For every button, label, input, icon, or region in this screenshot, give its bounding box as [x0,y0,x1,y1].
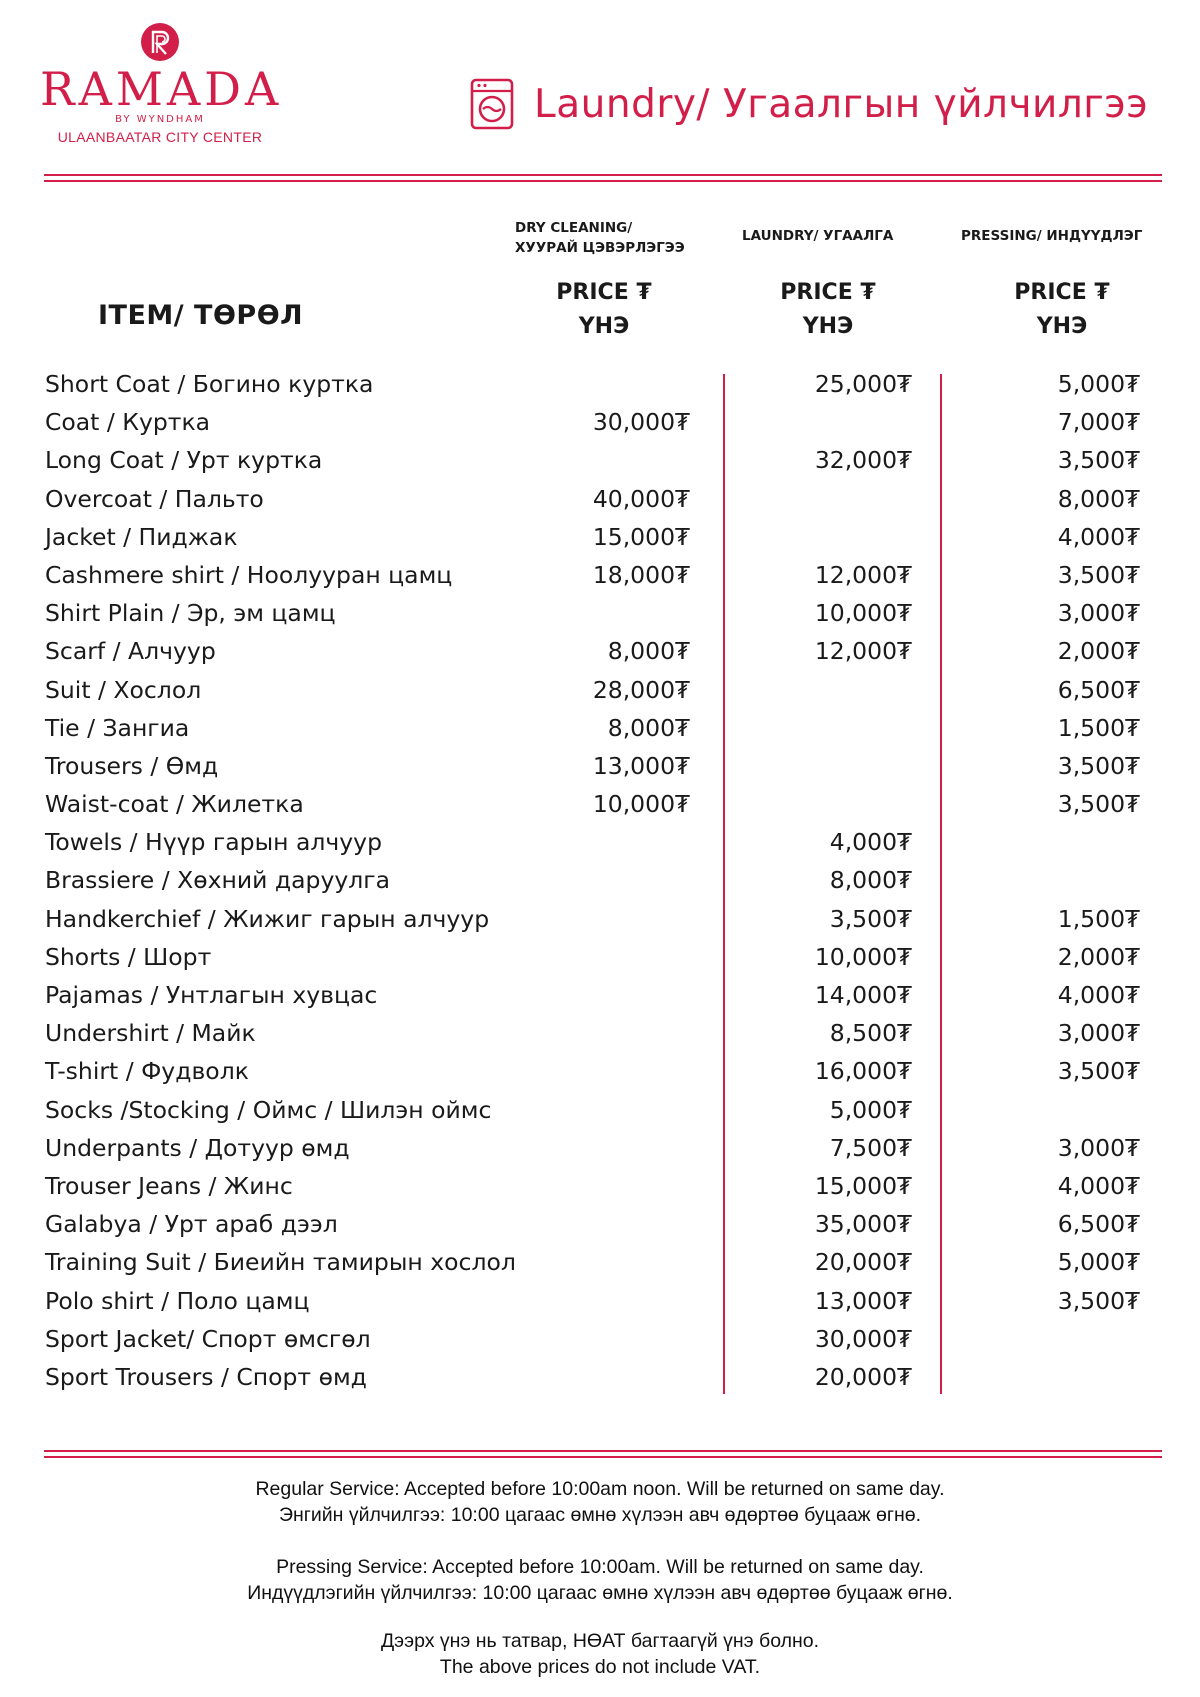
table-row [45,824,1165,862]
price-header-pressing [982,276,1142,344]
pressing-price: 1,500₮ [1057,713,1140,742]
col-header-dry-cleaning [515,218,685,258]
table-row [45,939,1165,977]
dry-cleaning-price: 13,000₮ [592,751,690,780]
laundry-price: 8,000₮ [829,866,912,895]
pressing-price: 2,000₮ [1057,942,1140,971]
pressing-price: 3,500₮ [1057,446,1140,475]
pressing-price: 8,000₮ [1057,484,1140,513]
table-row [45,748,1165,786]
page-title: Laundry/ Угаалгын үйлчилгээ [534,81,1149,127]
laundry-price: 30,000₮ [814,1324,912,1353]
item-name: Suit / Хослол [45,675,202,704]
item-name: Cashmere shirt / Ноолууран цамц [45,560,453,589]
pressing-price: 3,500₮ [1057,1057,1140,1086]
laundry-price: 15,000₮ [814,1171,912,1200]
item-name: Shorts / Шорт [45,942,212,971]
washing-machine-icon [470,78,514,130]
table-row [45,786,1165,824]
laundry-price: 32,000₮ [814,446,912,475]
laundry-price: 10,000₮ [814,599,912,628]
vat-note-mn: Дээрх үнэ нь татвар, НӨАТ багтаагүй үнэ болно. [380,1630,820,1652]
footer-divider-bottom [44,1456,1162,1458]
dry-cleaning-price: 8,000₮ [607,713,690,742]
price-label-mn: ҮНЭ [1036,314,1088,339]
item-name: Shirt Plain / Эр, эм цамц [45,599,336,628]
pressing-price: 6,500₮ [1057,1210,1140,1239]
table-row [45,519,1165,557]
item-name: Sport Jacket/ Спорт өмсгөл [45,1324,371,1353]
price-label: PRICE ₮ [780,280,876,305]
ramada-emblem-icon [140,20,180,64]
vat-note-en: The above prices do not include VAT. [439,1656,761,1678]
pressing-price: 3,000₮ [1057,1133,1140,1162]
dry-cleaning-price: 18,000₮ [592,560,690,589]
pressing-price: 5,000₮ [1057,370,1140,398]
table-row [45,1283,1165,1321]
item-name: Waist-coat / Жилетка [45,790,304,819]
table-row [45,1130,1165,1168]
header-divider-bottom [44,180,1162,182]
pressing-service-note [0,1554,1200,1606]
col-header-pressing: PRESSING/ ИНДҮҮДЛЭГ [961,228,1143,244]
item-name: Towels / Нүүр гарын алчуур [45,828,383,857]
price-table [45,366,1165,1397]
brand-name: RAMADA [40,62,283,116]
item-name: Training Suit / Биеийн тамирын хослол [45,1248,516,1277]
item-name: Long Coat / Урт куртка [45,446,323,475]
laundry-price: 16,000₮ [814,1057,912,1086]
table-row [45,1053,1165,1091]
table-row [45,1321,1165,1359]
regular-service-mn: Энгийн үйлчилгээ: 10:00 цагаас өмнө хүлээн авч өдөртөө буцааж өгнө. [279,1504,921,1526]
item-name: Handkerchief / Жижиг гарын алчуур [45,904,490,933]
dry-cleaning-price: 30,000₮ [592,408,690,437]
pressing-service-mn: Индүүдлэгийн үйлчилгээ: 10:00 цагаас өмнө хүлээн авч өдөртөө буцааж өгнө. [247,1582,953,1604]
pressing-price: 1,500₮ [1057,904,1140,933]
table-row [45,1015,1165,1053]
brand-location: ULAANBAATAR CITY CENTER [57,129,263,145]
item-name: Underpants / Дотуур өмд [45,1133,350,1162]
pressing-price: 3,500₮ [1057,790,1140,819]
regular-service-note [0,1476,1200,1528]
table-row [45,633,1165,671]
table-row [45,366,1165,404]
price-label-mn: ҮНЭ [578,314,630,339]
pressing-service-en: Pressing Service: Accepted before 10:00am. Will be returned on same day. [276,1556,924,1578]
table-row [45,862,1165,900]
item-column-header: ITEM/ ТӨРӨЛ [98,300,304,331]
brand-logo [40,20,283,145]
table-row [45,481,1165,519]
laundry-price: 3,500₮ [829,904,912,933]
laundry-price: 8,500₮ [829,1019,912,1048]
pressing-price: 7,000₮ [1057,408,1140,437]
col-header-laundry: LAUNDRY/ УГААЛГА [742,228,894,244]
pressing-price: 3,500₮ [1057,1286,1140,1315]
item-name: Jacket / Пиджак [45,522,238,551]
dry-cleaning-price: 10,000₮ [592,790,690,819]
laundry-price: 10,000₮ [814,942,912,971]
pressing-price: 5,000₮ [1057,1248,1140,1277]
table-row [45,557,1165,595]
item-name: Coat / Куртка [45,408,211,437]
laundry-price: 20,000₮ [814,1362,912,1391]
table-row [45,672,1165,710]
item-name: Scarf / Алчуур [45,637,216,666]
table-row [45,1206,1165,1244]
price-label-mn: ҮНЭ [802,314,854,339]
laundry-price: 4,000₮ [829,828,912,857]
pressing-price: 4,000₮ [1057,981,1140,1009]
brand-subtitle: BY WYNDHAM [115,114,205,125]
price-label: PRICE ₮ [1014,280,1110,305]
item-name: Brassiere / Хөхний даруулга [45,866,391,895]
laundry-price: 35,000₮ [814,1210,912,1239]
header-divider-top [44,174,1162,176]
table-row [45,901,1165,939]
laundry-price: 5,000₮ [829,1095,912,1124]
laundry-price: 25,000₮ [814,370,912,398]
dry-cleaning-price: 15,000₮ [592,522,690,551]
item-name: Overcoat / Пальто [45,484,264,513]
pressing-price: 3,500₮ [1057,751,1140,780]
item-name: Trousers / Өмд [45,751,219,780]
item-name: Pajamas / Унтлагын хувцас [45,981,378,1009]
pressing-price: 2,000₮ [1057,637,1140,666]
table-row [45,442,1165,480]
col-header-dry-cleaning-mn: ХУУРАЙ ЦЭВЭРЛЭГЭЭ [515,240,685,256]
table-row [45,1359,1165,1397]
table-row [45,1168,1165,1206]
footer-divider-top [44,1450,1162,1452]
dry-cleaning-price: 40,000₮ [592,484,690,513]
pressing-price: 4,000₮ [1057,522,1140,551]
table-row [45,977,1165,1015]
price-header-laundry [748,276,908,344]
laundry-price: 12,000₮ [814,637,912,666]
table-row [45,710,1165,748]
laundry-price: 12,000₮ [814,560,912,589]
item-name: Sport Trousers / Спорт өмд [45,1362,367,1391]
dry-cleaning-price: 28,000₮ [592,675,690,704]
pressing-price: 6,500₮ [1057,675,1140,704]
table-row [45,1244,1165,1282]
item-name: Polo shirt / Поло цамц [45,1286,310,1315]
dry-cleaning-price: 8,000₮ [607,637,690,666]
regular-service-en: Regular Service: Accepted before 10:00am noon. Will be returned on same day. [255,1478,945,1500]
pressing-price: 3,000₮ [1057,1019,1140,1048]
item-name: Short Coat / Богино куртка [45,370,374,398]
table-row [45,404,1165,442]
laundry-price: 14,000₮ [814,981,912,1009]
laundry-price: 7,500₮ [829,1133,912,1162]
price-label: PRICE ₮ [556,280,652,305]
page-header [470,78,1148,130]
item-name: T-shirt / Фудволк [45,1057,249,1086]
table-row [45,595,1165,633]
price-header-dry [524,276,684,344]
pressing-price: 3,000₮ [1057,599,1140,628]
item-name: Galabya / Урт араб дээл [45,1210,338,1239]
laundry-price: 13,000₮ [814,1286,912,1315]
pressing-price: 4,000₮ [1057,1171,1140,1200]
laundry-price: 20,000₮ [814,1248,912,1277]
item-name: Socks /Stocking / Оймс / Шилэн оймс [45,1095,492,1124]
item-name: Trouser Jeans / Жинс [45,1171,293,1200]
col-header-dry-cleaning-en: DRY CLEANING/ [515,220,633,236]
vat-note [0,1628,1200,1680]
table-row [45,1092,1165,1130]
item-name: Undershirt / Майк [45,1019,256,1048]
pressing-price: 3,500₮ [1057,560,1140,589]
item-name: Tie / Зангиа [45,713,190,742]
